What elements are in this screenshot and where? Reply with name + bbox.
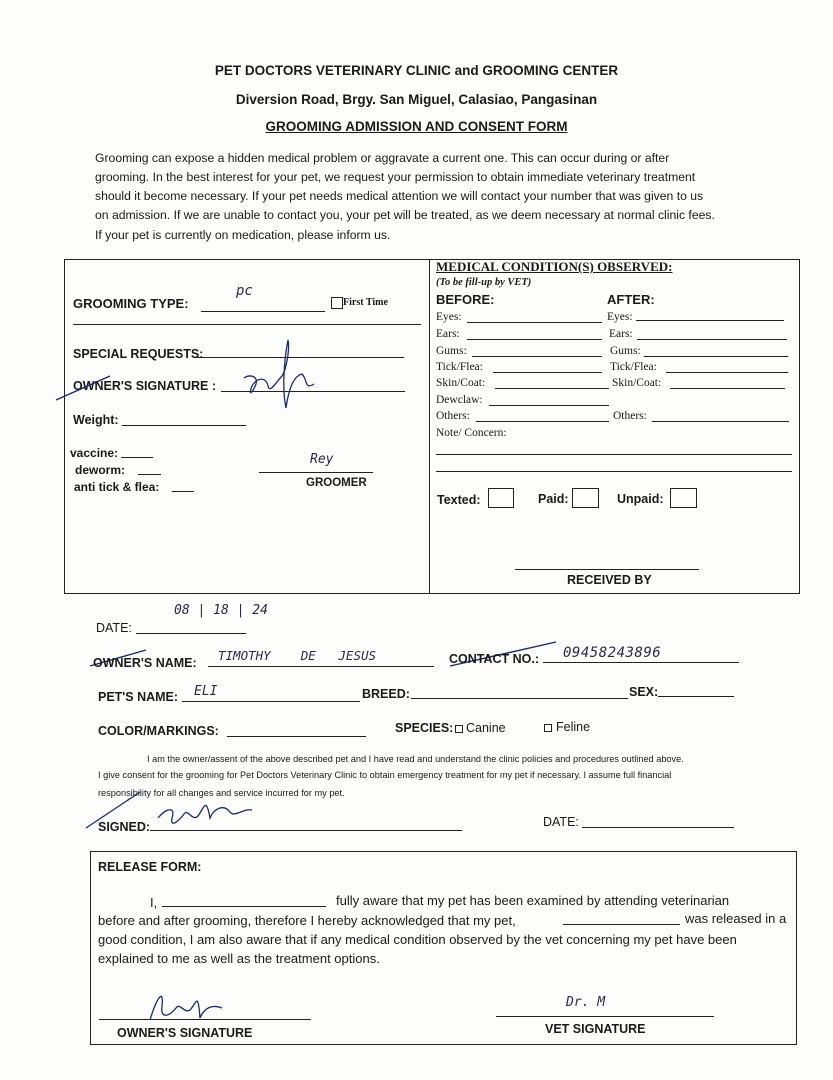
after-eyes-label: Eyes: bbox=[607, 311, 633, 323]
clinic-address: Diversion Road, Brgy. San Miguel, Calasiao, Pangasinan bbox=[235, 92, 598, 107]
release-line: before and after grooming, therefore I hereby acknowledged that my pet, bbox=[98, 913, 516, 928]
after-ears-field[interactable] bbox=[637, 339, 787, 340]
pet-name-field[interactable] bbox=[182, 701, 360, 702]
canine-label: Canine bbox=[466, 721, 506, 735]
after-gums-field[interactable] bbox=[644, 356, 788, 357]
color-markings-label: COLOR/MARKINGS: bbox=[98, 724, 219, 738]
vet-signature-field[interactable] bbox=[496, 1016, 714, 1017]
pet-name-value: ELI bbox=[194, 684, 218, 699]
after-gums-label: Gums: bbox=[610, 345, 641, 357]
anti-tick-field[interactable] bbox=[172, 491, 194, 492]
consent-date-field[interactable] bbox=[582, 827, 734, 828]
after-eyes-field[interactable] bbox=[636, 320, 784, 321]
before-dewclaw-field[interactable] bbox=[489, 405, 609, 406]
release-owner-signature-label: OWNER'S SIGNATURE bbox=[117, 1026, 253, 1040]
intro-line: If your pet is currently on medication, please inform us. bbox=[95, 228, 391, 242]
before-others-label: Others: bbox=[436, 410, 470, 422]
owner-name-value: TIMOTHY DE JESUS bbox=[218, 648, 377, 663]
consent-date-label: DATE: bbox=[543, 815, 579, 829]
intro-line: grooming. In the best interest for your pet, we request your permission to obtain immediate veterinary treatment bbox=[95, 170, 696, 184]
grooming-type-label: GROOMING TYPE: bbox=[73, 296, 189, 311]
texted-checkbox[interactable] bbox=[488, 488, 514, 508]
before-tickflea-field[interactable] bbox=[493, 372, 602, 373]
after-tickflea-label: Tick/Flea: bbox=[610, 361, 657, 373]
note-line-2[interactable] bbox=[436, 471, 792, 472]
sex-label: SEX: bbox=[629, 685, 659, 699]
contact-field[interactable] bbox=[543, 662, 739, 663]
consent-line: I am the owner/assent of the above described pet and I have read and understand the clinic policies and procedures outlined above. bbox=[147, 754, 684, 764]
owner-name-label: OWNER'S NAME: bbox=[93, 656, 197, 670]
deworm-field[interactable] bbox=[138, 474, 161, 475]
weight-field[interactable] bbox=[122, 425, 246, 426]
before-eyes-label: Eyes: bbox=[436, 311, 462, 323]
release-pet-field[interactable] bbox=[563, 924, 680, 925]
received-by-field[interactable] bbox=[515, 569, 699, 570]
release-name-field[interactable] bbox=[162, 906, 326, 907]
release-line: explained to me as well as the treatment options. bbox=[98, 951, 380, 966]
release-i-label: I, bbox=[150, 895, 158, 910]
unpaid-label: Unpaid: bbox=[617, 492, 664, 506]
after-ears-label: Ears: bbox=[609, 328, 633, 340]
date-value: 08 | 18 | 24 bbox=[174, 603, 268, 618]
intro-line: on admission. If we are unable to contact you, your pet will be treated, as we deem necessary at normal clinic fees. bbox=[95, 208, 715, 222]
grooming-type-value: pc bbox=[236, 283, 253, 299]
before-gums-label: Gums: bbox=[436, 345, 467, 357]
owner-name-field[interactable] bbox=[208, 666, 434, 667]
signed-label: SIGNED: bbox=[98, 820, 151, 834]
after-others-field[interactable] bbox=[652, 421, 789, 422]
species-label: SPECIES: bbox=[395, 721, 454, 735]
paid-checkbox[interactable] bbox=[572, 488, 599, 508]
vet-signature-label: VET SIGNATURE bbox=[545, 1022, 646, 1036]
date-field[interactable] bbox=[136, 633, 246, 634]
before-dewclaw-label: Dewclaw: bbox=[436, 394, 483, 406]
after-skincoat-label: Skin/Coat: bbox=[612, 377, 662, 389]
texted-label: Texted: bbox=[437, 493, 481, 507]
unpaid-checkbox[interactable] bbox=[670, 488, 697, 508]
groomer-field[interactable] bbox=[259, 472, 373, 473]
before-eyes-field[interactable] bbox=[467, 322, 602, 323]
grooming-extra-line bbox=[73, 324, 421, 325]
release-line: good condition, I am also aware that if any medical condition observed by the vet concerning my pet have been bbox=[98, 932, 737, 947]
color-markings-field[interactable] bbox=[227, 736, 366, 737]
consent-signature-scribble bbox=[84, 778, 274, 838]
release-owner-signature-field[interactable] bbox=[99, 1019, 311, 1020]
note-line-1[interactable] bbox=[436, 454, 792, 455]
vet-signature-value: Dr. M bbox=[566, 995, 606, 1010]
before-gums-field[interactable] bbox=[472, 356, 602, 357]
box-divider bbox=[429, 259, 430, 594]
release-owner-signature-scribble bbox=[140, 980, 230, 1030]
clinic-name: PET DOCTORS VETERINARY CLINIC and GROOMING CENTER bbox=[214, 63, 619, 78]
contact-label: CONTACT NO.: bbox=[449, 652, 540, 666]
medical-subtitle: (To be fill-up by VET) bbox=[436, 277, 532, 288]
after-others-label: Others: bbox=[613, 410, 647, 422]
first-time-checkbox[interactable] bbox=[331, 297, 343, 309]
canine-checkbox[interactable] bbox=[455, 725, 463, 733]
breed-field[interactable] bbox=[411, 698, 628, 699]
intro-line: should it become necessary. If your pet needs medical attention we will contact your number that was given to us bbox=[95, 189, 704, 203]
release-line: was released in a bbox=[685, 911, 787, 926]
release-line: fully aware that my pet has been examined by attending veterinarian bbox=[336, 893, 730, 908]
groomer-label: GROOMER bbox=[306, 477, 367, 489]
form-title: GROOMING ADMISSION AND CONSENT FORM bbox=[265, 119, 568, 134]
before-ears-label: Ears: bbox=[436, 328, 460, 340]
groomer-value: Rey bbox=[310, 452, 334, 467]
owner-signature-label: OWNER'S SIGNATURE : bbox=[73, 379, 217, 393]
weight-label: Weight: bbox=[73, 413, 119, 427]
contact-value: 09458243896 bbox=[563, 645, 662, 661]
consent-line: responsibility for all changes and service incurred for my pet. bbox=[98, 788, 345, 798]
received-by-label: RECEIVED BY bbox=[567, 573, 652, 587]
before-ears-field[interactable] bbox=[467, 339, 602, 340]
note-concern-label: Note/ Concern: bbox=[436, 427, 507, 439]
sex-field[interactable] bbox=[658, 696, 734, 697]
before-others-field[interactable] bbox=[476, 421, 609, 422]
after-label: AFTER: bbox=[607, 292, 655, 307]
consent-line: I give consent for the grooming for Pet Doctors Veterinary Clinic to obtain emergency treatment for my pet if necessary. I assume full financial bbox=[98, 770, 672, 780]
before-label: BEFORE: bbox=[436, 292, 495, 307]
vaccine-field[interactable] bbox=[121, 457, 153, 458]
feline-label: Feline bbox=[556, 720, 591, 734]
intro-line: Grooming can expose a hidden medical problem or aggravate a current one. This can occur during or after bbox=[95, 151, 670, 165]
after-skincoat-field[interactable] bbox=[670, 388, 785, 389]
pet-name-label: PET'S NAME: bbox=[98, 690, 179, 704]
release-title: RELEASE FORM: bbox=[98, 860, 202, 874]
after-tickflea-field[interactable] bbox=[666, 372, 788, 373]
before-tickflea-label: Tick/Flea: bbox=[436, 361, 483, 373]
feline-checkbox[interactable] bbox=[544, 724, 552, 732]
before-skincoat-label: Skin/Coat: bbox=[436, 377, 486, 389]
first-time-label: First Time bbox=[343, 297, 388, 308]
anti-tick-label: anti tick & flea: bbox=[74, 480, 160, 494]
special-requests-label: SPECIAL REQUESTS: bbox=[73, 347, 204, 361]
paid-label: Paid: bbox=[538, 492, 569, 506]
before-skincoat-field[interactable] bbox=[495, 388, 609, 389]
breed-label: BREED: bbox=[362, 687, 410, 701]
grooming-type-field[interactable] bbox=[201, 311, 325, 312]
vaccine-label: vaccine: bbox=[70, 446, 119, 460]
deworm-label: deworm: bbox=[75, 463, 126, 477]
date-label: DATE: bbox=[96, 621, 132, 635]
medical-title: MEDICAL CONDITION(S) OBSERVED: bbox=[436, 259, 673, 274]
